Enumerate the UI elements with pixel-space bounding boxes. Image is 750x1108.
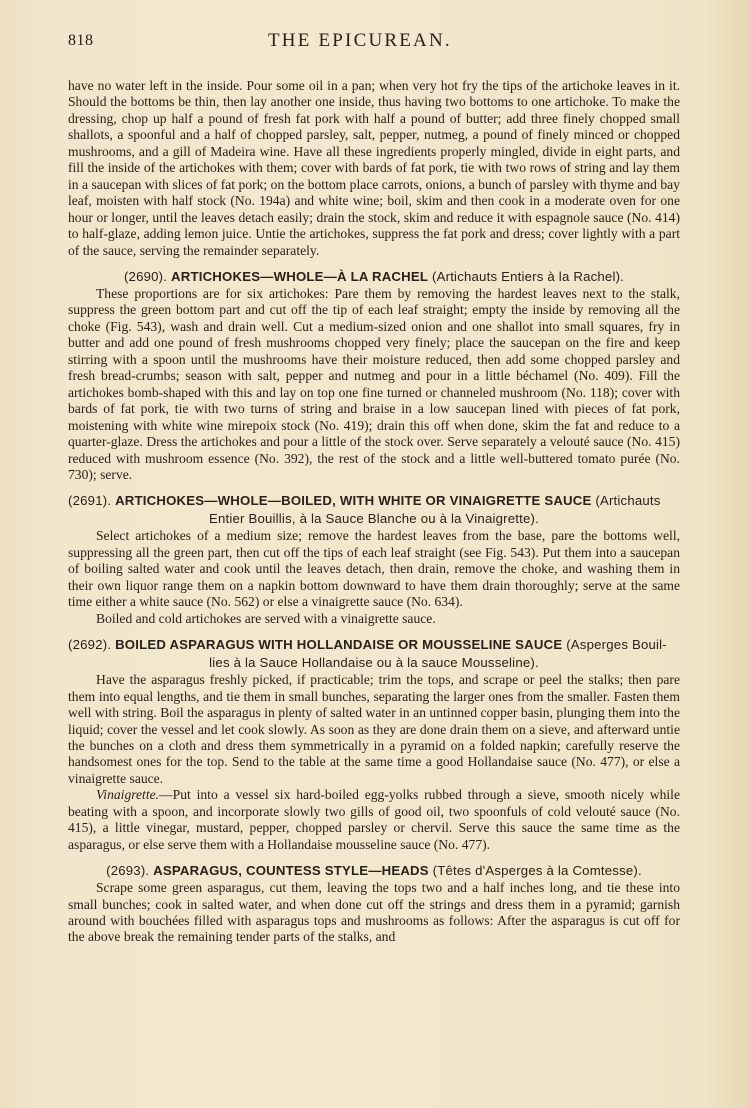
recipe-paragraph: Have the asparagus freshly picked, if practicable; trim the tops, and scrape or peel the stalks; then pare them into equal lengths, and tie them in small bunches, separating the larger ones from the smaller. Fasten them well with string. Boil the asparagus in plenty of salted water in an untinned copper basin, plunging them into the liquid; cover the vessel and let cook slowly. As soon as they are done drain them on a sieve, and afterward untie the bunches on a cloth and dress them symmetrically in a pyramid on a folded napkin; carefully reserve the handsomest ones for the top. Send to the table at the same time a good Hollandaise sauce (No. 477), or else a vinaigrette sauce.: [68, 672, 680, 786]
recipe-title: [68, 862, 680, 880]
recipe-name: ASPARAGUS, COUNTESS STYLE—HEADS: [153, 863, 429, 879]
recipe-french-name: (Artichauts Entiers à la Rachel).: [432, 268, 625, 284]
recipe-number: (2693).: [106, 863, 150, 879]
recipe-french-name: (Artichauts: [595, 493, 661, 509]
recipe-paragraph: Boiled and cold artichokes are served with a vinaigrette sauce.: [96, 610, 436, 626]
recipe-french-name: (Asperges Bouil-: [566, 637, 667, 653]
recipe-name: ARTICHOKES—WHOLE—À LA RACHEL: [171, 268, 429, 284]
recipe-paragraph: Select artichokes of a medium size; remove the hardest leaves from the base, pare the bottoms well, suppressing all the green part, then cut off the tips of each leaf straight (see Fig. 543). Put them into a saucepan of boiling salted water and cook until the leaves detach, then drain, remove the choke, and washing them in their own liquor range them on a napkin bottom downward to have them drain thoroughly; serve at the same time either a white sauce (No. 562) or else a vinaigrette sauce (No. 634).: [68, 528, 680, 610]
recipe-name: BOILED ASPARAGUS WITH HOLLANDAISE OR MOUSSELINE SAUCE: [115, 637, 563, 653]
recipe-number: (2692).: [68, 637, 112, 653]
recipe-number: (2690).: [123, 268, 168, 284]
recipe-2690: [68, 268, 680, 483]
recipe-name: ARTICHOKES—WHOLE—BOILED, WITH WHITE OR VINAIGRETTE SAUCE: [115, 493, 592, 509]
recipe-paragraph: These proportions are for six artichokes: Pare them by removing the hardest leaves next to the stalk, suppress the green bottom part and cut off the tip of each leaf straight; empty the inside by removing all the choke (Fig. 543), wash and drain well. Cut a medium-sized onion and one shallot into small squares, fry in butter and add one pound of fresh mushrooms chopped very finely; place the saucepan on the fire and keep stirring with a spoon until the mushrooms have their moisture reduced, then add some chopped parsley and fresh bread-crumbs; season with salt, pepper and nutmeg and pour in a little béchamel (No. 409). Fill the artichokes bomb-shaped with this and lay on top one fine turned or channeled mushroom (No. 118); cover with bards of fat pork, tie with two turns of string and braise in a low saucepan lined with pieces of fat pork, moistening with white wine mirepoix stock (No. 419); drain this off when done, skim the fat and reduce to a quarter-glaze. Dress the artichokes and pour a little of the stock over. Serve separately a velouté sauce (No. 415) reduced with mushroom essence (No. 392), the rest of the stock and a little well-buttered tomato purée (No. 730); serve.: [68, 285, 680, 482]
vinaigrette-text: —Put into a vessel six hard-boiled egg-yolks rubbed through a sieve, smooth nicely while beating with a spoon, and incorporate slowly two gills of good oil, two spoonfuls of cold velouté sauce (No. 415), a little vinegar, mustard, pepper, chopped parsley or chervil. Serve this sauce the same time as the asparagus, or else serve them with a Hollandaise mousseline sauce (No. 477).: [68, 787, 680, 852]
recipe-2691: [68, 492, 680, 627]
page-header: [68, 30, 680, 56]
vinaigrette-label: Vinaigrette.: [96, 787, 160, 803]
recipe-french-name-cont: lies à la Sauce Hollandaise ou à la sauce Mousseline).: [209, 655, 539, 671]
recipe-title: [68, 636, 680, 672]
recipe-title: [68, 268, 680, 286]
recipe-2693: [68, 862, 680, 946]
recipe-french-name-cont: Entier Bouillis, à la Sauce Blanche ou à la Vinaigrette).: [208, 511, 540, 527]
recipe-paragraph: Scrape some green asparagus, cut them, leaving the tops two and a half inches long, and tie these into small bunches; cook in salted water, and when done cut off the strings and dress them in a pyramid; garnish around with bouchées filled with asparagus tops and mushrooms as follows: After the asparagus is cut off for the above break the remaining tender parts of the stalks, and: [68, 880, 680, 945]
running-title: THE EPICUREAN.: [268, 30, 452, 51]
intro-paragraph: have no water left in the inside. Pour some oil in a pan; when very hot fry the tips of the artichoke leaves in it. Should the bottoms be thin, then lay another one inside, thus having two bottoms to one artichoke. To make the dressing, chop up half a pound of fresh fat pork with half a pound of butter; add three finely chopped small shallots, a spoonful and a half of chopped parsley, salt, pepper, nutmeg, a pound of finely minced or chopped mushrooms, and a gill of Madeira wine. Have all these ingredients properly mingled, divide in eight parts, and fill the inside of the artichokes with them; cover with bards of fat pork, tie with two rows of string and lay them in a saucepan with slices of fat pork; on the bottom place carrots, onions, a bunch of parsley with thyme and bay leaf, moisten with half stock (No. 194a) and white wine; boil, skim and then cook in a moderate oven for one hour or longer, until the leaves detach easily; drain the stock, skim and reduce it with espagnole sauce (No. 414) to half-glaze, adding lemon juice. Untie the artichokes, suppress the fat pork and dress; cover lightly with a part of the sauce, serving the remainder separately.: [68, 78, 680, 258]
recipe-french-name: (Têtes d'Asperges à la Comtesse).: [432, 863, 642, 879]
page-number: 818: [68, 32, 94, 49]
page-body: [68, 78, 680, 946]
vinaigrette-paragraph: [68, 787, 680, 853]
recipe-2692: [68, 636, 680, 853]
recipe-title: [68, 492, 680, 528]
recipe-number: (2691).: [68, 493, 112, 509]
